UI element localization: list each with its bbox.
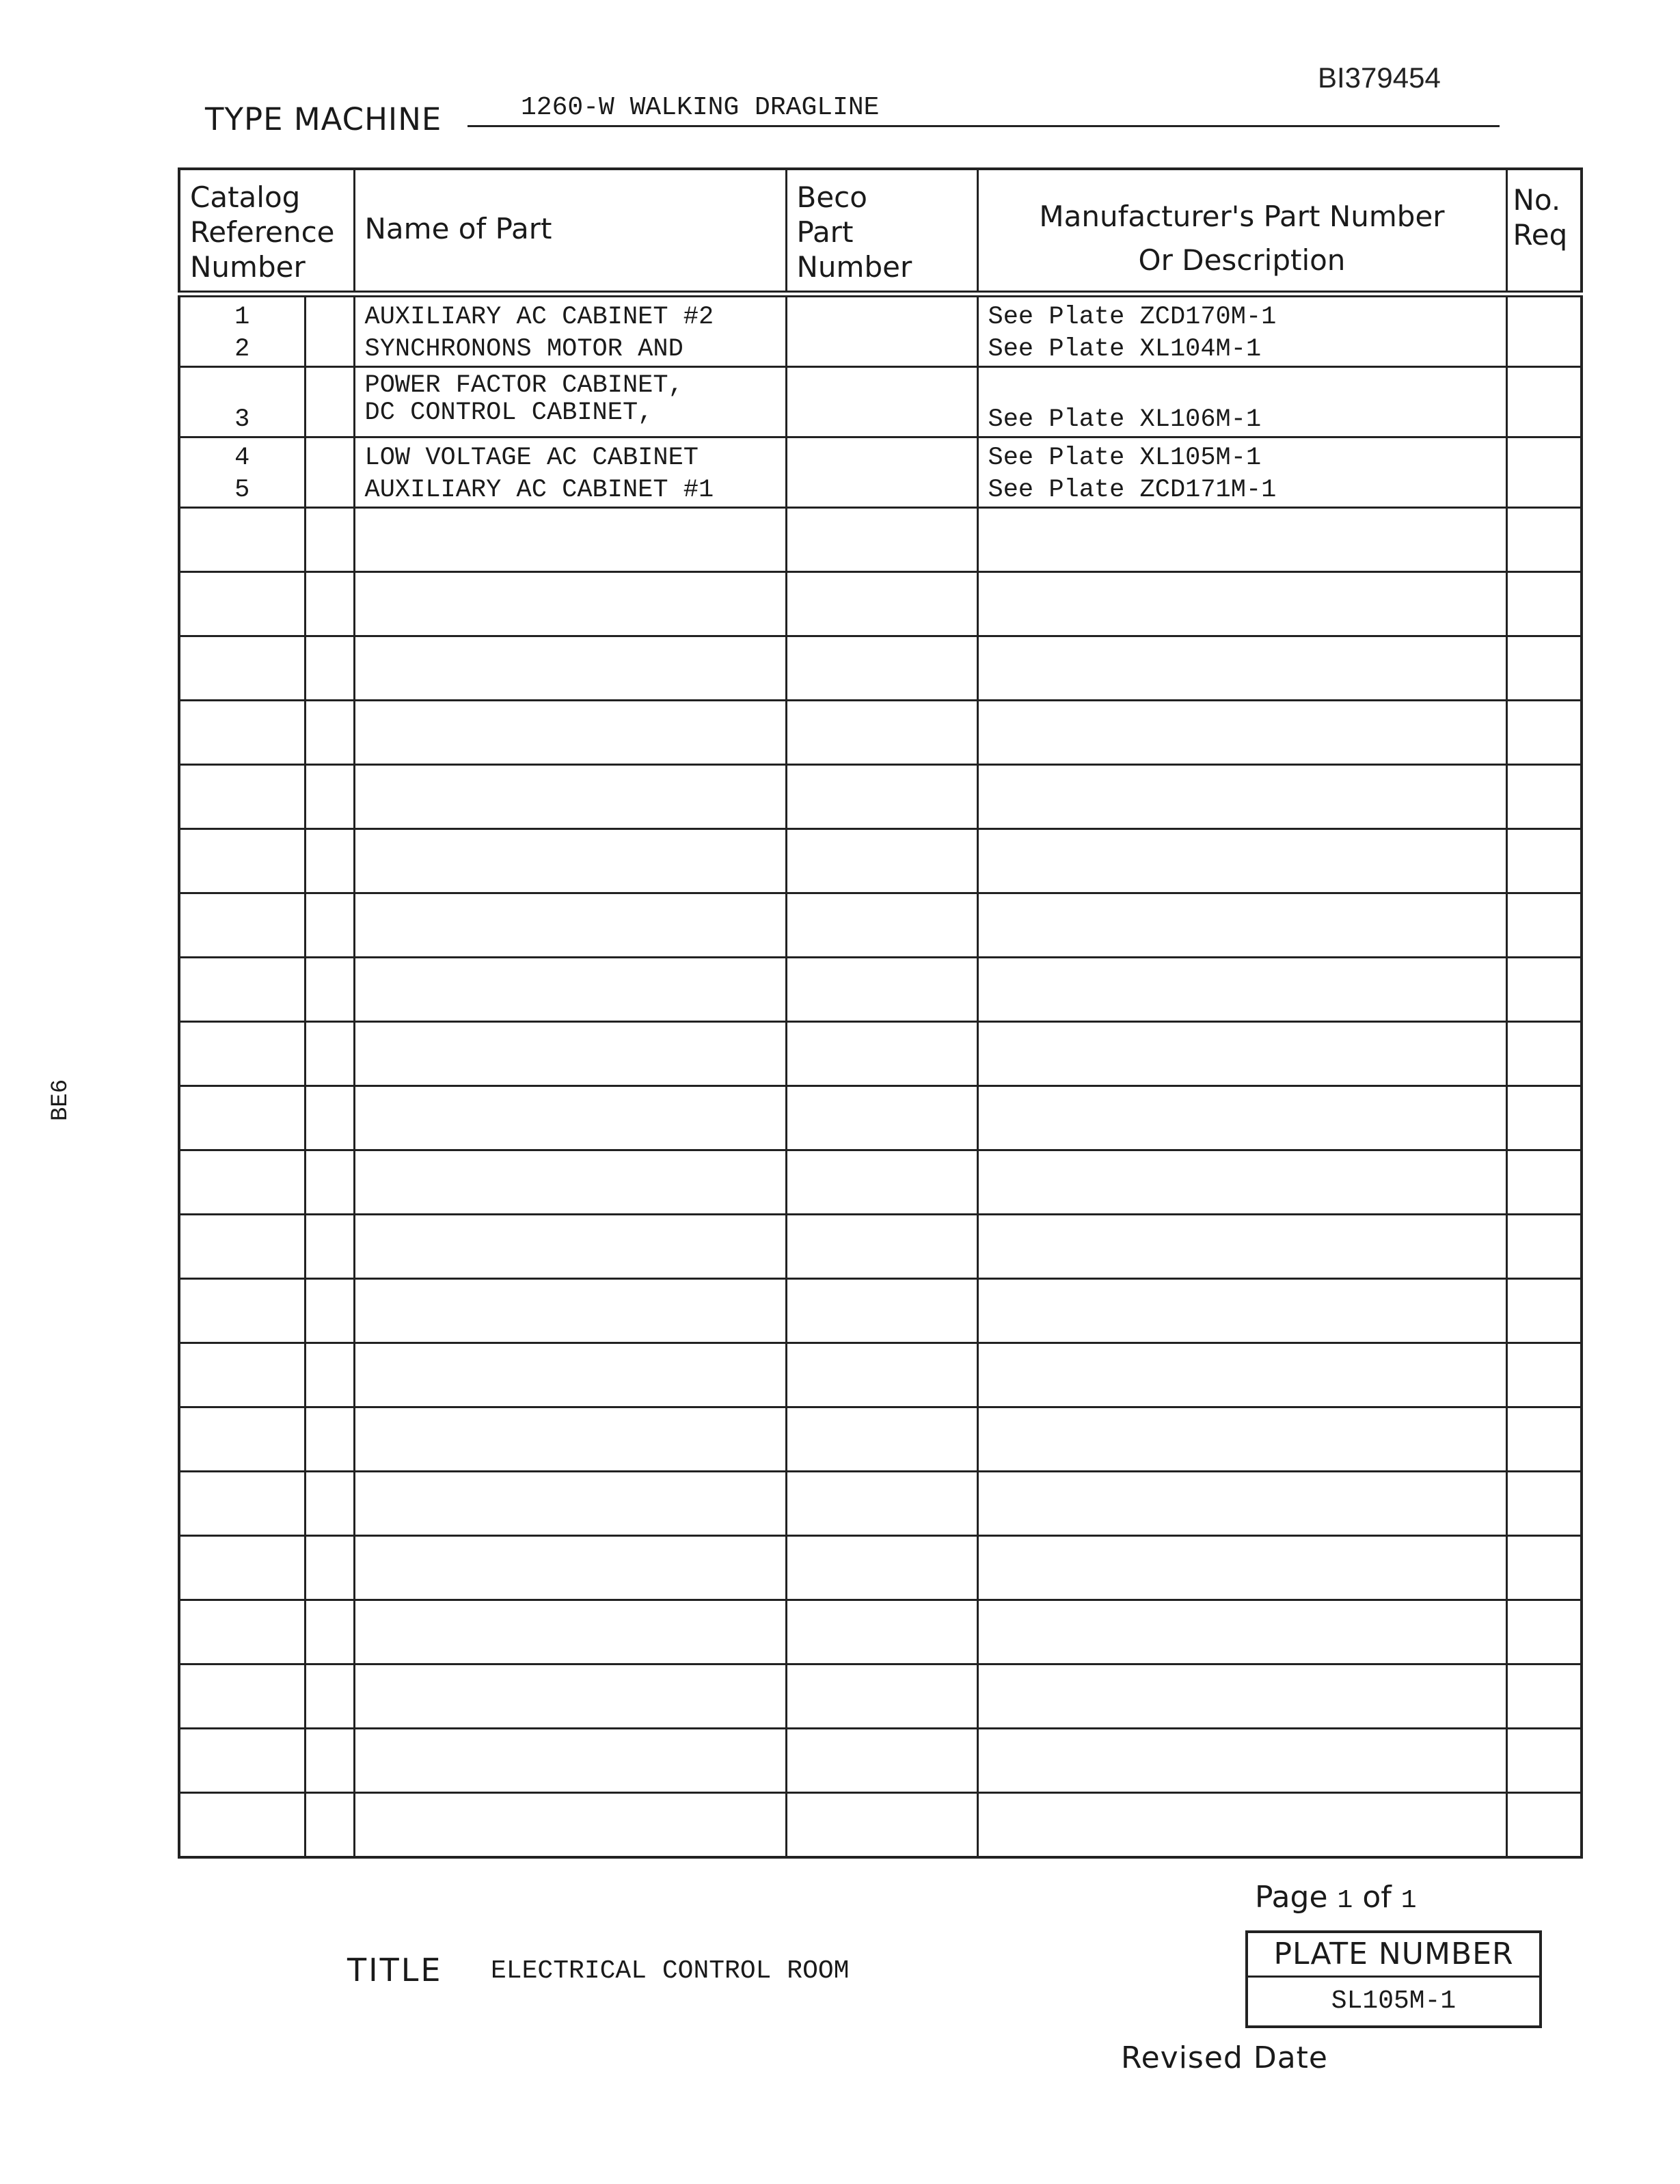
table-row xyxy=(179,294,1582,367)
blank-row xyxy=(179,1536,1582,1600)
blank-cell xyxy=(786,1407,977,1472)
blank-row xyxy=(179,636,1582,701)
catalog-ref-cell xyxy=(179,367,305,437)
blank-cell xyxy=(179,572,305,636)
blank-row xyxy=(179,1729,1582,1793)
blank-cell xyxy=(977,1472,1506,1536)
blank-cell xyxy=(179,1215,305,1279)
blank-row xyxy=(179,1343,1582,1407)
table-header-row xyxy=(179,169,1582,294)
blank-cell xyxy=(305,636,354,701)
blank-cell xyxy=(354,1793,786,1857)
beco-part-cell xyxy=(786,437,977,508)
blank-cell xyxy=(179,1729,305,1793)
blank-cell xyxy=(786,1729,977,1793)
blank-cell xyxy=(305,958,354,1022)
blank-row xyxy=(179,1664,1582,1729)
blank-cell xyxy=(1506,1600,1582,1664)
blank-cell xyxy=(977,1536,1506,1600)
header-manufacturer-part-number xyxy=(977,169,1506,294)
blank-cell xyxy=(179,1472,305,1536)
header-manufacturer-line: Or Description xyxy=(1138,243,1346,277)
blank-cell xyxy=(179,508,305,572)
blank-cell xyxy=(1506,1086,1582,1150)
catalog-ref xyxy=(190,372,295,404)
header-catalog-line: Catalog xyxy=(190,180,301,214)
part-name-cell xyxy=(354,437,786,508)
blank-cell xyxy=(179,1022,305,1086)
blank-cell xyxy=(305,1472,354,1536)
part-description: See Plate XL106M-1 xyxy=(988,405,1262,434)
blank-cell xyxy=(1506,1022,1582,1086)
blank-cell xyxy=(977,1793,1506,1857)
sub-ref-cell xyxy=(305,367,354,437)
blank-row xyxy=(179,701,1582,765)
blank-row xyxy=(179,1279,1582,1343)
plate-number-value: SL105M-1 xyxy=(1331,1986,1457,2016)
catalog-ref: 2 xyxy=(234,335,250,364)
blank-cell xyxy=(786,958,977,1022)
page-current: 1 xyxy=(1337,1886,1353,1915)
blank-row xyxy=(179,958,1582,1022)
blank-cell xyxy=(305,829,354,893)
blank-cell xyxy=(305,1729,354,1793)
blank-cell xyxy=(354,1407,786,1472)
title-label: TITLE xyxy=(347,1952,443,1988)
blank-cell xyxy=(179,1536,305,1600)
blank-row xyxy=(179,1793,1582,1857)
beco-part-cell xyxy=(786,294,977,367)
blank-cell xyxy=(977,1343,1506,1407)
header-catalog-reference xyxy=(179,169,354,294)
blank-cell xyxy=(1506,1407,1582,1472)
blank-row xyxy=(179,1215,1582,1279)
blank-cell xyxy=(1506,572,1582,636)
blank-cell xyxy=(305,1793,354,1857)
blank-cell xyxy=(1506,636,1582,701)
blank-cell xyxy=(1506,1536,1582,1600)
description-cell xyxy=(977,367,1506,437)
blank-cell xyxy=(354,1343,786,1407)
blank-cell xyxy=(305,508,354,572)
blank-cell xyxy=(179,1600,305,1664)
blank-cell xyxy=(354,1086,786,1150)
blank-cell xyxy=(786,1215,977,1279)
blank-cell xyxy=(1506,1793,1582,1857)
blank-cell xyxy=(179,958,305,1022)
blank-cell xyxy=(179,893,305,958)
blank-cell xyxy=(354,1279,786,1343)
page-label: Page xyxy=(1255,1880,1328,1915)
blank-cell xyxy=(977,1215,1506,1279)
blank-cell xyxy=(1506,829,1582,893)
empty-rows xyxy=(179,508,1582,1857)
blank-cell xyxy=(179,829,305,893)
blank-cell xyxy=(786,572,977,636)
blank-cell xyxy=(786,1536,977,1600)
blank-cell xyxy=(305,1536,354,1600)
blank-cell xyxy=(977,1407,1506,1472)
blank-cell xyxy=(354,958,786,1022)
blank-cell xyxy=(354,508,786,572)
blank-cell xyxy=(977,508,1506,572)
blank-cell xyxy=(354,893,786,958)
blank-row xyxy=(179,893,1582,958)
blank-cell xyxy=(1506,1215,1582,1279)
blank-cell xyxy=(305,701,354,765)
blank-cell xyxy=(354,1729,786,1793)
blank-cell xyxy=(1506,701,1582,765)
type-machine-underline xyxy=(468,125,1500,127)
sub-ref-cell xyxy=(305,437,354,508)
blank-cell xyxy=(305,1600,354,1664)
blank-row xyxy=(179,829,1582,893)
document-id: BI379454 xyxy=(1318,62,1441,94)
blank-row xyxy=(179,1086,1582,1150)
blank-cell xyxy=(786,701,977,765)
part-description xyxy=(988,372,1496,404)
blank-cell xyxy=(786,508,977,572)
blank-cell xyxy=(786,829,977,893)
type-machine-value: 1260-W WALKING DRAGLINE xyxy=(521,93,880,122)
blank-cell xyxy=(305,893,354,958)
blank-row xyxy=(179,508,1582,572)
table-row xyxy=(179,437,1582,508)
sub-ref-cell xyxy=(305,294,354,367)
revised-date-label: Revised Date xyxy=(1121,2040,1329,2075)
header-name-of-part xyxy=(354,169,786,294)
part-name: AUXILIARY AC CABINET #1 xyxy=(364,476,714,504)
part-name: LOW VOLTAGE AC CABINET xyxy=(364,444,699,472)
catalog-ref-cell xyxy=(179,437,305,508)
blank-cell xyxy=(786,1664,977,1729)
blank-cell xyxy=(977,765,1506,829)
blank-cell xyxy=(179,1279,305,1343)
catalog-ref: 4 xyxy=(234,444,250,472)
blank-row xyxy=(179,572,1582,636)
header-beco-line: Beco xyxy=(796,180,867,214)
blank-row xyxy=(179,1022,1582,1086)
blank-cell xyxy=(977,1729,1506,1793)
blank-cell xyxy=(786,893,977,958)
part-description: See Plate XL104M-1 xyxy=(988,335,1262,364)
description-cell xyxy=(977,294,1506,367)
blank-cell xyxy=(305,1279,354,1343)
blank-cell xyxy=(977,701,1506,765)
blank-cell xyxy=(786,765,977,829)
blank-cell xyxy=(786,1600,977,1664)
blank-cell xyxy=(354,1022,786,1086)
parts-table xyxy=(178,167,1583,1859)
catalog-ref-cell xyxy=(179,294,305,367)
blank-cell xyxy=(179,1407,305,1472)
blank-cell xyxy=(305,1086,354,1150)
blank-cell xyxy=(977,572,1506,636)
blank-cell xyxy=(1506,765,1582,829)
blank-cell xyxy=(305,1407,354,1472)
blank-cell xyxy=(354,1536,786,1600)
blank-cell xyxy=(354,701,786,765)
blank-cell xyxy=(786,1150,977,1215)
blank-cell xyxy=(1506,1664,1582,1729)
part-description: See Plate ZCD170M-1 xyxy=(988,303,1277,332)
blank-cell xyxy=(977,1279,1506,1343)
side-mark: BE6 xyxy=(48,1079,74,1121)
blank-row xyxy=(179,765,1582,829)
blank-cell xyxy=(305,1215,354,1279)
blank-cell xyxy=(305,572,354,636)
type-machine-label: TYPE MACHINE xyxy=(205,101,442,137)
header-beco-line: Number xyxy=(796,250,912,284)
header-beco-line: Part xyxy=(796,215,854,249)
blank-cell xyxy=(977,958,1506,1022)
beco-part-cell xyxy=(786,367,977,437)
blank-cell xyxy=(977,1664,1506,1729)
blank-cell xyxy=(1506,893,1582,958)
blank-cell xyxy=(354,765,786,829)
blank-cell xyxy=(354,1150,786,1215)
page-total: 1 xyxy=(1400,1886,1417,1915)
part-name: POWER FACTOR CABINET, xyxy=(364,371,683,400)
blank-cell xyxy=(354,1215,786,1279)
blank-cell xyxy=(977,1086,1506,1150)
header-no-req xyxy=(1506,169,1582,294)
blank-cell xyxy=(1506,1279,1582,1343)
header-catalog-line: Number xyxy=(190,250,306,284)
part-description: See Plate XL105M-1 xyxy=(988,444,1262,472)
blank-cell xyxy=(179,701,305,765)
header-beco-part-number xyxy=(786,169,977,294)
blank-cell xyxy=(354,1472,786,1536)
catalog-ref: 3 xyxy=(234,405,250,434)
blank-cell xyxy=(354,636,786,701)
catalog-ref: 5 xyxy=(234,476,250,504)
blank-cell xyxy=(977,1600,1506,1664)
blank-cell xyxy=(305,1343,354,1407)
blank-cell xyxy=(179,1343,305,1407)
blank-cell xyxy=(179,1086,305,1150)
no-req-cell xyxy=(1506,367,1582,437)
blank-cell xyxy=(786,1022,977,1086)
blank-cell xyxy=(179,636,305,701)
header-manufacturer-line: Manufacturer's Part Number xyxy=(1039,200,1445,233)
blank-cell xyxy=(305,765,354,829)
catalog-ref: 1 xyxy=(234,303,250,332)
blank-cell xyxy=(786,1279,977,1343)
blank-row xyxy=(179,1150,1582,1215)
blank-cell xyxy=(305,1150,354,1215)
blank-cell xyxy=(179,765,305,829)
blank-cell xyxy=(179,1664,305,1729)
header-noreq-line: Req xyxy=(1513,218,1568,252)
part-name: SYNCHRONONS MOTOR AND xyxy=(364,335,683,364)
blank-cell xyxy=(786,1793,977,1857)
blank-cell xyxy=(977,636,1506,701)
blank-cell xyxy=(977,893,1506,958)
title-value: ELECTRICAL CONTROL ROOM xyxy=(491,1956,850,1986)
blank-cell xyxy=(786,1343,977,1407)
blank-cell xyxy=(786,1472,977,1536)
blank-row xyxy=(179,1407,1582,1472)
header-catalog-line: Reference xyxy=(190,215,335,249)
part-name: AUXILIARY AC CABINET #2 xyxy=(364,303,714,332)
no-req-cell xyxy=(1506,437,1582,508)
page-indicator xyxy=(1255,1880,1417,1915)
blank-row xyxy=(179,1472,1582,1536)
blank-cell xyxy=(354,1600,786,1664)
blank-cell xyxy=(786,1086,977,1150)
blank-cell xyxy=(354,1664,786,1729)
plate-number-label: PLATE NUMBER xyxy=(1248,1933,1539,1978)
blank-cell xyxy=(1506,1472,1582,1536)
blank-cell xyxy=(1506,958,1582,1022)
part-name-cell xyxy=(354,294,786,367)
blank-cell xyxy=(179,1150,305,1215)
header-name-text: Name of Part xyxy=(364,212,552,245)
no-req-cell xyxy=(1506,294,1582,367)
blank-cell xyxy=(305,1022,354,1086)
part-name: DC CONTROL CABINET, xyxy=(364,399,653,427)
blank-cell xyxy=(1506,1729,1582,1793)
blank-cell xyxy=(977,829,1506,893)
blank-row xyxy=(179,1600,1582,1664)
plate-number-box xyxy=(1245,1930,1542,2028)
blank-cell xyxy=(354,572,786,636)
table-row xyxy=(179,367,1582,437)
blank-cell xyxy=(354,829,786,893)
blank-cell xyxy=(1506,1150,1582,1215)
description-cell xyxy=(977,437,1506,508)
blank-cell xyxy=(977,1022,1506,1086)
part-name-cell xyxy=(354,367,786,437)
part-description: See Plate ZCD171M-1 xyxy=(988,476,1277,504)
blank-cell xyxy=(305,1664,354,1729)
page-of-label: of xyxy=(1362,1880,1392,1915)
blank-cell xyxy=(1506,508,1582,572)
blank-cell xyxy=(977,1150,1506,1215)
blank-cell xyxy=(1506,1343,1582,1407)
blank-cell xyxy=(786,636,977,701)
blank-cell xyxy=(179,1793,305,1857)
header-noreq-line: No. xyxy=(1513,183,1561,217)
